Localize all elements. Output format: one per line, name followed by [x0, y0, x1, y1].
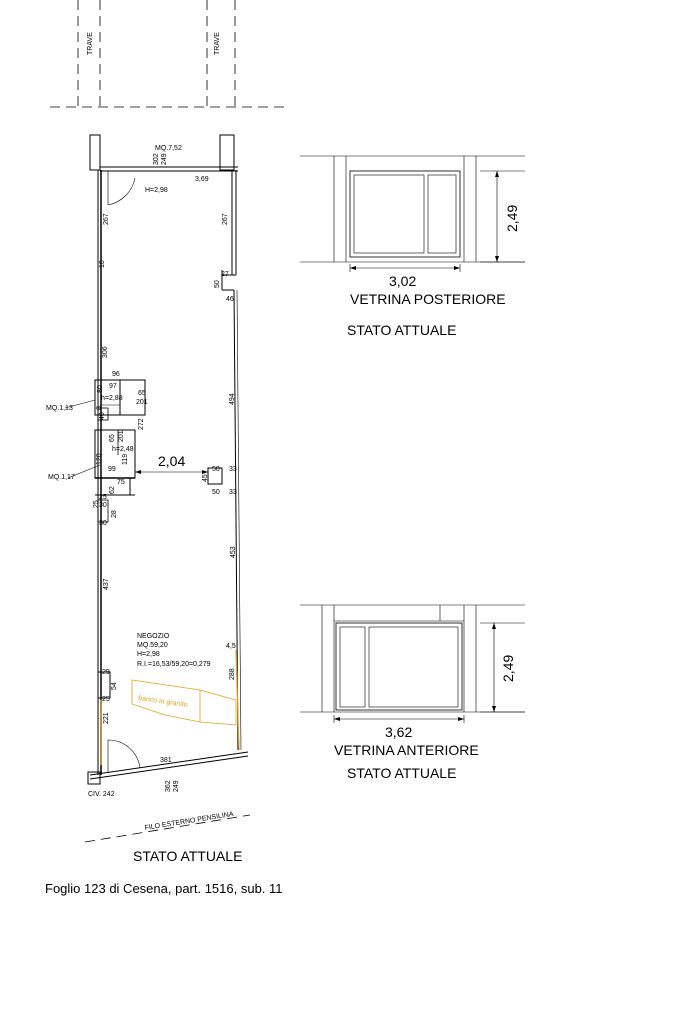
dim-left-10: 10 — [99, 260, 106, 268]
beams — [50, 0, 285, 107]
rear-room-area: MQ.7,52 — [155, 145, 182, 152]
rear-window-title: VETRINA POSTERIORE — [350, 291, 506, 307]
wc2-dim-272: 272 — [138, 418, 145, 430]
front-width-381: 381 — [160, 757, 172, 764]
wc1-dim-201: 201 — [136, 399, 148, 406]
dim-right-50: 50 — [214, 280, 221, 288]
wc2-dim-75: 75 — [117, 479, 125, 486]
rear-window-elevation — [300, 156, 525, 338]
lower-dim-25a: 25 — [93, 500, 100, 508]
dim-left-267: 267 — [103, 213, 110, 225]
wc2-height: h=2,48 — [112, 446, 134, 453]
wc1-height: h=2,88 — [101, 395, 123, 402]
dim-left-437: 437 — [103, 578, 110, 590]
wc2-dim-201: 201 — [118, 430, 125, 442]
column-dim-45: 45 — [202, 474, 209, 482]
dim-right-453: 453 — [230, 546, 237, 558]
granite-counter — [132, 680, 236, 725]
dimension-204 — [135, 453, 208, 474]
column-dim-50-bottom: 50 — [212, 489, 220, 496]
beam-label-left: TRAVE — [87, 32, 94, 55]
dim-left-54: 54 — [111, 682, 118, 690]
rear-window-height: 2,49 — [504, 204, 520, 232]
wc2-dim-119: 119 — [122, 453, 129, 465]
column-dim-33-bottom: 33 — [229, 489, 237, 496]
column-dim-33-top: 33 — [229, 466, 237, 473]
wc2-dim-99: 99 — [108, 466, 116, 473]
rear-door-size-1: 302 — [153, 153, 160, 165]
dim-right-46: 46 — [226, 296, 234, 303]
counter-label: banco in granito — [137, 695, 189, 709]
wc1-dim-8: 8 — [96, 406, 103, 410]
canopy-label: FILO ESTERNO PENSILINA — [144, 811, 235, 832]
front-window-height: 2,49 — [500, 654, 516, 682]
plan-title: STATO ATTUALE — [133, 848, 243, 864]
rear-room-width: 3,69 — [195, 176, 209, 183]
rear-window-status: STATO ATTUALE — [347, 322, 457, 338]
rear-room-height: H=2,98 — [145, 187, 168, 194]
footer-caption: Foglio 123 di Cesena, part. 1516, sub. 11 — [45, 881, 283, 896]
front-door-249: 249 — [173, 780, 180, 792]
dim-right-27: 27 — [221, 271, 229, 278]
wc2-dim-120: 120 — [96, 453, 103, 465]
shop-name: NEGOZIO — [137, 633, 170, 640]
lower-dim-30b: 30 — [99, 520, 107, 527]
wc1-dim-65: 65 — [138, 390, 146, 397]
dim-left-29: 29 — [102, 669, 110, 676]
front-window-title: VETRINA ANTERIORE — [334, 742, 479, 758]
dim-left-25: 25 — [102, 696, 110, 703]
rear-window-width: 3,02 — [389, 273, 417, 289]
shop-ri: R.I.=16,53/59,20=0,279 — [137, 661, 211, 668]
plan-dimensions — [46, 145, 242, 864]
rear-door-size-2: 249 — [161, 153, 168, 165]
dim-left-306: 306 — [102, 346, 109, 358]
wc1-area: MQ.1,13 — [46, 405, 73, 412]
front-door-362: 362 — [165, 780, 172, 792]
dim-left-96: 96 — [112, 371, 120, 378]
lower-dim-28: 28 — [111, 510, 118, 518]
dim-right-288: 288 — [229, 668, 236, 680]
shop-height: H=2,98 — [137, 651, 160, 658]
wc1-dim-40: 40 — [99, 412, 106, 420]
front-window-width: 3,62 — [385, 724, 413, 740]
lower-dim-25b: 25 — [99, 494, 107, 501]
column-dim-50-top: 50 — [212, 466, 220, 473]
wc2-dim-62: 62 — [109, 486, 116, 494]
dim-right-267: 267 — [222, 213, 229, 225]
shop-area: MQ.59,20 — [137, 642, 168, 649]
wc1-dim-97: 97 — [109, 383, 117, 390]
beam-label-right: TRAVE — [214, 32, 221, 55]
wc2-area: MQ.1,17 — [48, 474, 75, 481]
wc2-dim-65: 65 — [109, 434, 116, 442]
wc1-dim-80: 80 — [97, 385, 104, 393]
dim-right-4-5: 4,5 — [226, 643, 236, 650]
dim-left-221: 221 — [103, 712, 110, 724]
front-window-status: STATO ATTUALE — [347, 765, 457, 781]
dim-right-494: 494 — [229, 393, 236, 405]
front-window-elevation — [300, 605, 525, 781]
dim-2-04: 2,04 — [158, 453, 186, 469]
civic-number: CIV. 242 — [88, 791, 115, 798]
lower-dim-30a: 30 — [99, 502, 107, 509]
